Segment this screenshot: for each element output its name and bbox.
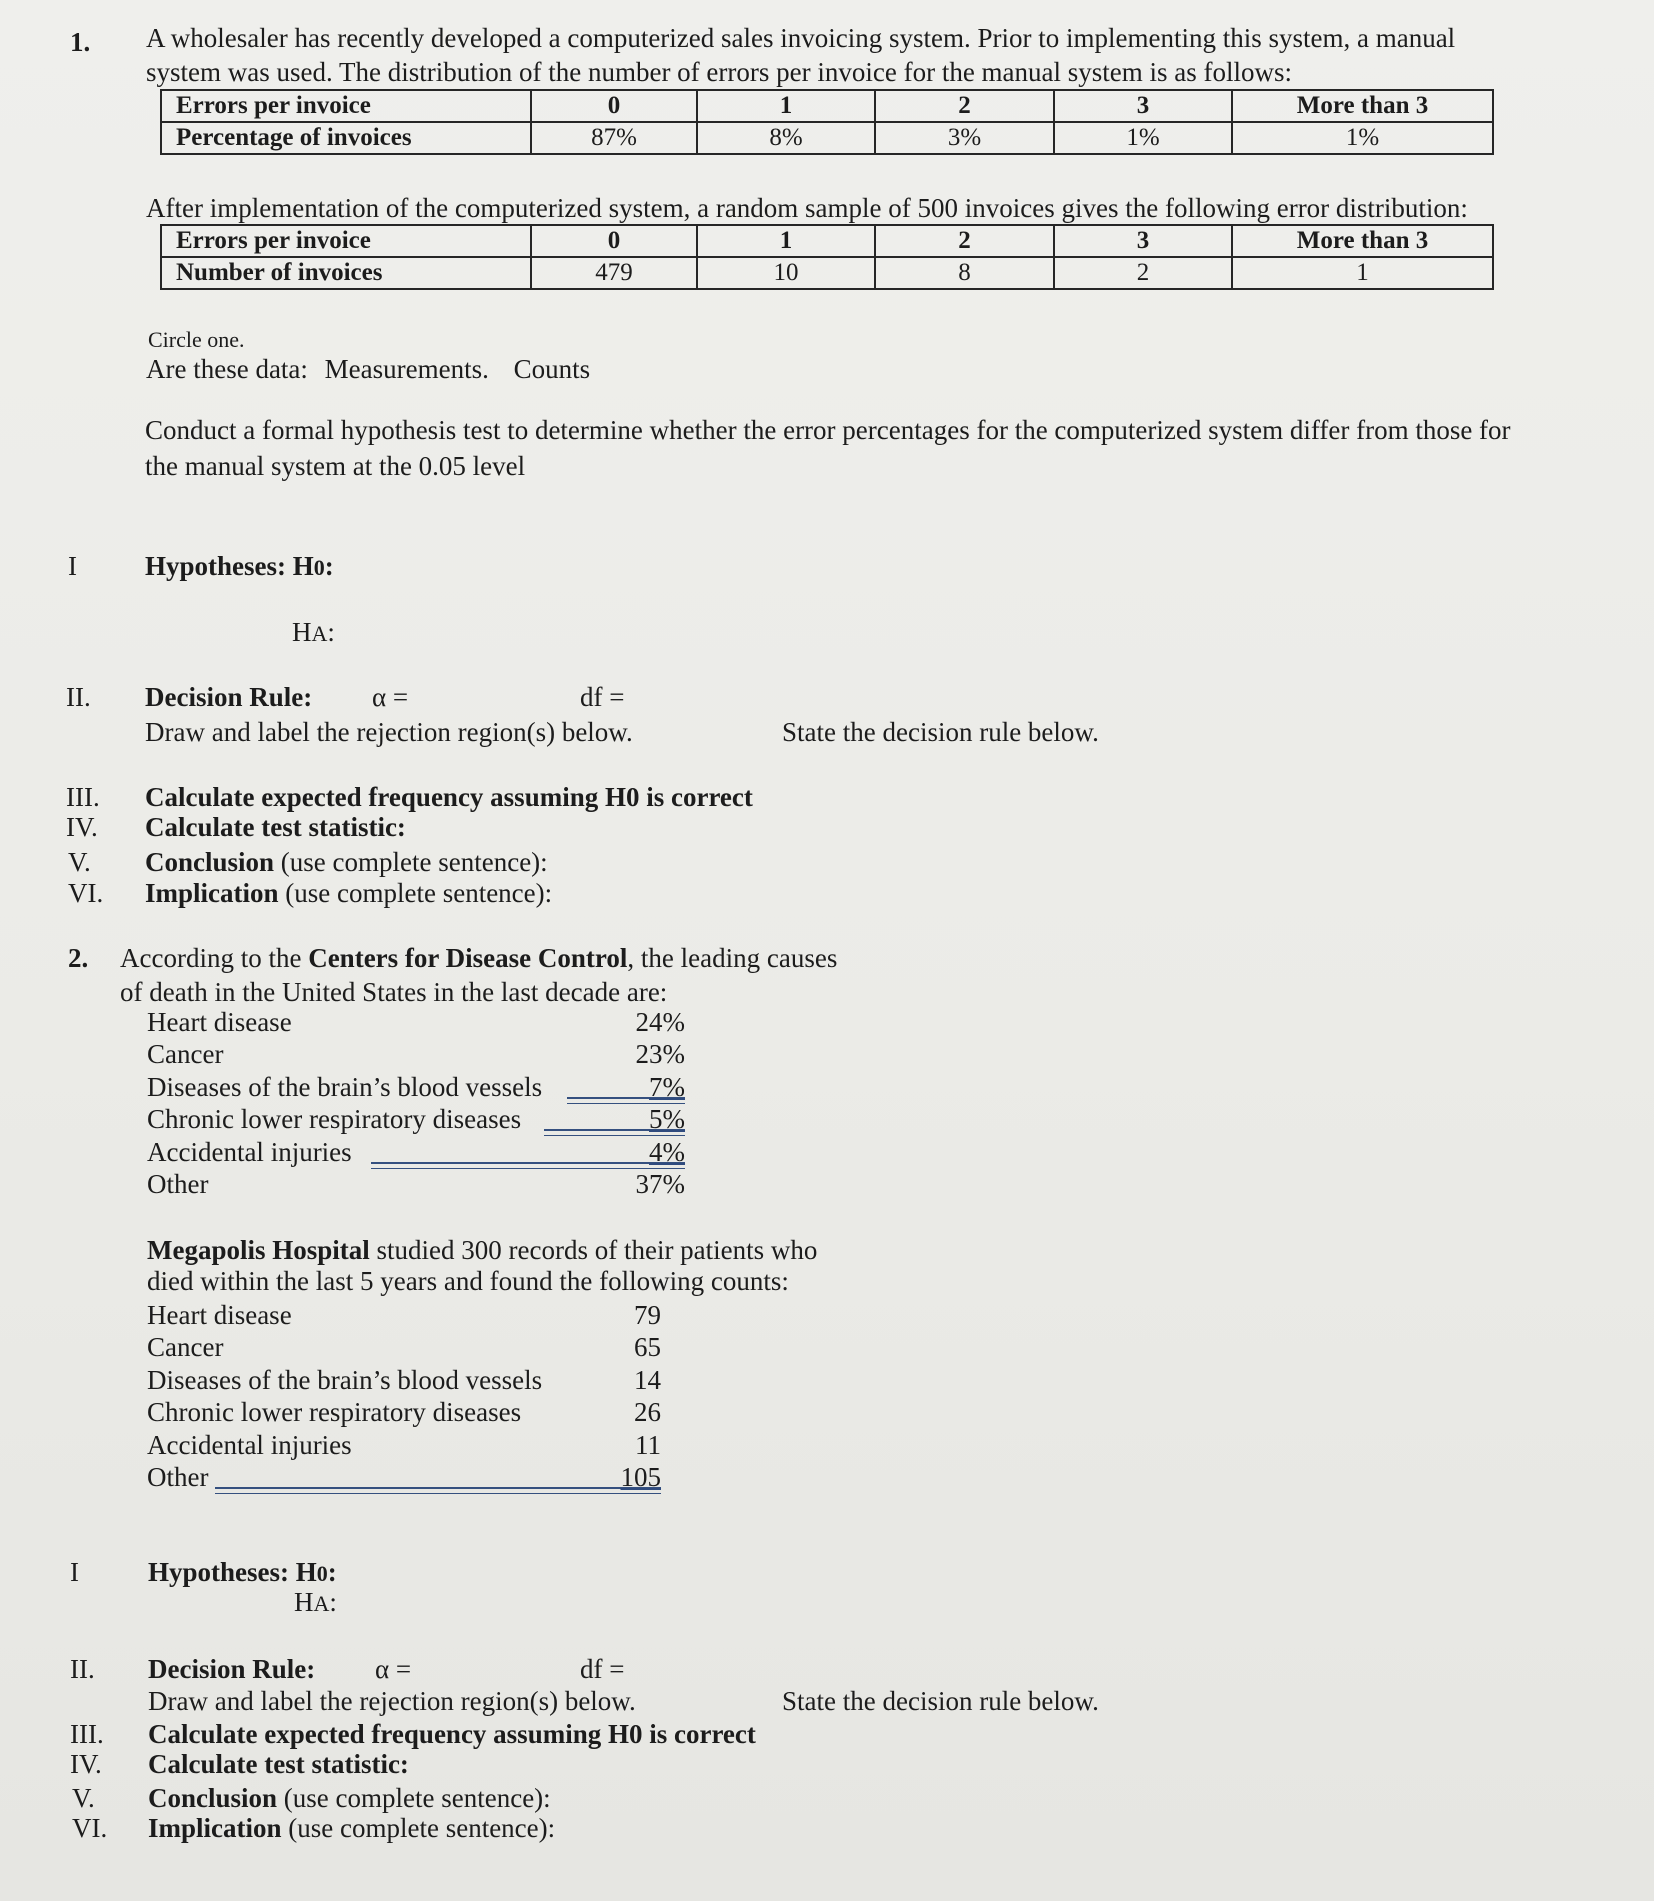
header-label: Errors per invoice (161, 90, 531, 122)
table-cell: 2 (875, 225, 1054, 257)
hospital-text: studied 300 records of their patients who (369, 1235, 818, 1265)
table-cell: 0 (531, 225, 697, 257)
q2-intro-line2: of death in the United States in the last decade are: (120, 977, 668, 1007)
implication-note: (use complete sentence): (278, 878, 553, 908)
cause-name: Accidental injuries (147, 1136, 352, 1167)
q1-after-text: After implementation of the computerized system, a random sample of 500 invoices gives the following error distribution: (146, 193, 1468, 223)
manual-error-table (160, 89, 1494, 155)
cdc-causes-list (147, 1006, 685, 1200)
step-i-number: I (68, 551, 77, 581)
q2-step-iii-text: Calculate expected frequency assuming H0 is correct (148, 1719, 756, 1749)
q2-hypotheses-label: Hypotheses: H0: (148, 1557, 337, 1587)
ha-subscript: A (311, 621, 328, 646)
q2-step-v-text (148, 1782, 551, 1814)
cause-value: 4% (649, 1136, 685, 1167)
step-v-text (145, 846, 548, 878)
q1-task-line2: the manual system at the 0.05 level (145, 451, 526, 481)
hospital-line1 (147, 1234, 817, 1266)
q1-number: 1. (70, 27, 91, 57)
row-label: Percentage of invoices (161, 122, 531, 154)
alpha-label: α = (372, 682, 409, 712)
list-item (147, 1136, 685, 1168)
table-cell: 2 (875, 90, 1054, 122)
hospital-counts-list (147, 1299, 661, 1493)
circle-one-label: Circle one. (148, 327, 245, 352)
table-cell: 479 (531, 257, 697, 289)
hospital-name: Megapolis Hospital (147, 1235, 370, 1265)
q2-step-iv-text: Calculate test statistic: (148, 1749, 409, 1779)
table-cell: 1% (1054, 122, 1232, 154)
list-item (147, 1429, 661, 1461)
q2-step-vi-number: VI. (72, 1813, 108, 1843)
cause-value: 23% (635, 1039, 685, 1070)
h0-subscript: 0 (316, 1561, 328, 1586)
cause-name: Cancer (147, 1039, 224, 1070)
hypotheses-text: Hypotheses: H (145, 551, 314, 581)
cause-value: 24% (635, 1007, 685, 1037)
q2-number: 2. (68, 943, 89, 973)
table-cell: 0 (531, 90, 697, 122)
count-name: Other (147, 1461, 209, 1492)
list-item (147, 1461, 661, 1493)
cause-value: 5% (649, 1104, 685, 1135)
table-row (161, 257, 1493, 289)
q2-alpha-label: α = (375, 1654, 412, 1684)
table-cell: 87% (531, 122, 697, 154)
cdc-name: Centers for Disease Control (308, 943, 628, 973)
data-question-text: Are these data: (146, 354, 308, 384)
q2-state-instruction: State the decision rule below. (782, 1686, 1099, 1716)
step-iv-text: Calculate test statistic: (145, 812, 406, 842)
list-item (147, 1103, 685, 1135)
table-cell: 8 (875, 257, 1054, 289)
q2-step-ii-number: II. (70, 1654, 95, 1684)
ha-label: HA: (292, 617, 335, 647)
q2-intro-post: , the leading causes (627, 943, 838, 973)
step-vi-text (145, 877, 552, 909)
list-item (147, 1168, 685, 1200)
decision-rule-label: Decision Rule: (145, 682, 313, 712)
option-measurements[interactable]: Measurements. (324, 354, 489, 384)
conclusion-label: Conclusion (145, 847, 275, 877)
table-cell: More than 3 (1232, 225, 1493, 257)
computerized-error-table (160, 224, 1494, 290)
q2-decision-rule-label: Decision Rule: (148, 1654, 316, 1684)
leader-line (215, 1487, 661, 1494)
count-name: Cancer (147, 1332, 224, 1363)
count-value: 105 (620, 1461, 661, 1492)
header-label: Errors per invoice (161, 225, 531, 257)
df-label: df = (580, 682, 625, 712)
table-cell: 3 (1054, 225, 1232, 257)
conclusion-note: (use complete sentence): (274, 847, 548, 877)
q2-draw-instruction: Draw and label the rejection region(s) below. (148, 1686, 636, 1716)
list-item (147, 1331, 661, 1363)
step-iii-text: Calculate expected frequency assuming H0 is correct (145, 782, 753, 812)
hypotheses-text: Hypotheses: H (148, 1557, 317, 1587)
table-cell: 8% (697, 122, 875, 154)
draw-instruction: Draw and label the rejection region(s) below. (145, 717, 633, 747)
table-cell: More than 3 (1232, 90, 1493, 122)
q2-step-iii-number: III. (70, 1719, 104, 1749)
conclusion-note: (use complete sentence): (277, 1783, 551, 1813)
cause-value: 37% (635, 1168, 685, 1199)
count-value: 65 (634, 1332, 661, 1363)
option-counts[interactable]: Counts (513, 354, 591, 384)
implication-label: Implication (148, 1813, 282, 1843)
list-item (147, 1299, 661, 1331)
table-cell: 10 (697, 257, 875, 289)
ha-subscript: A (313, 1591, 330, 1616)
ha-text: H (294, 1587, 314, 1617)
count-name: Accidental injuries (147, 1429, 352, 1460)
step-v-number: V. (68, 847, 91, 877)
q1-intro-line1: A wholesaler has recently developed a computerized sales invoicing system. Prior to implementing this system, a manual (146, 23, 1456, 53)
table-row (161, 122, 1493, 154)
q2-intro-pre: According to the (120, 943, 309, 973)
q2-df-label: df = (580, 1654, 625, 1684)
step-vi-number: VI. (68, 878, 104, 908)
cause-name: Other (147, 1168, 209, 1199)
list-item (147, 1396, 661, 1428)
table-header-row (161, 90, 1493, 122)
q1-task-line1: Conduct a formal hypothesis test to determine whether the error percentages for the computerized system differ from those for (145, 415, 1511, 445)
cause-value: 7% (649, 1071, 685, 1102)
h0-subscript: 0 (313, 555, 325, 580)
table-cell: 1 (697, 225, 875, 257)
cause-name: Chronic lower respiratory diseases (147, 1104, 522, 1135)
q2-ha-label: HA: (294, 1587, 337, 1617)
count-value: 26 (634, 1397, 661, 1428)
count-name: Chronic lower respiratory diseases (147, 1397, 522, 1428)
table-cell: 1% (1232, 122, 1493, 154)
count-value: 11 (635, 1429, 661, 1460)
q2-step-vi-text (148, 1812, 555, 1844)
count-value: 14 (634, 1364, 661, 1395)
table-cell: 3% (875, 122, 1054, 154)
step-iii-number: III. (66, 782, 100, 812)
implication-label: Implication (145, 878, 279, 908)
ha-text: H (292, 617, 312, 647)
list-item (147, 1006, 685, 1038)
step-iv-number: IV. (66, 812, 98, 842)
list-item (147, 1038, 685, 1070)
table-cell: 2 (1054, 257, 1232, 289)
hypotheses-label: Hypotheses: H0: (145, 551, 334, 581)
q2-intro-line1 (120, 942, 837, 974)
count-name: Heart disease (147, 1300, 292, 1330)
q2-step-iv-number: IV. (70, 1749, 102, 1779)
step-ii-number: II. (66, 682, 91, 712)
q2-step-v-number: V. (72, 1783, 95, 1813)
count-name: Diseases of the brain’s blood vessels (147, 1364, 543, 1395)
implication-note: (use complete sentence): (281, 1813, 556, 1843)
table-header-row (161, 225, 1493, 257)
cause-name: Diseases of the brain’s blood vessels (147, 1071, 543, 1102)
table-cell: 1 (697, 90, 875, 122)
row-label: Number of invoices (161, 257, 531, 289)
list-item (147, 1364, 661, 1396)
table-cell: 3 (1054, 90, 1232, 122)
conclusion-label: Conclusion (148, 1783, 278, 1813)
data-type-question (146, 353, 590, 385)
state-instruction: State the decision rule below. (782, 717, 1099, 747)
list-item (147, 1071, 685, 1103)
q1-intro-line2: system was used. The distribution of the number of errors per invoice for the manual system is as follows: (146, 57, 1293, 87)
hospital-line2: died within the last 5 years and found the following counts: (147, 1266, 789, 1296)
q2-step-i-number: I (70, 1557, 79, 1587)
table-cell: 1 (1232, 257, 1493, 289)
count-value: 79 (634, 1300, 661, 1330)
cause-name: Heart disease (147, 1007, 292, 1037)
